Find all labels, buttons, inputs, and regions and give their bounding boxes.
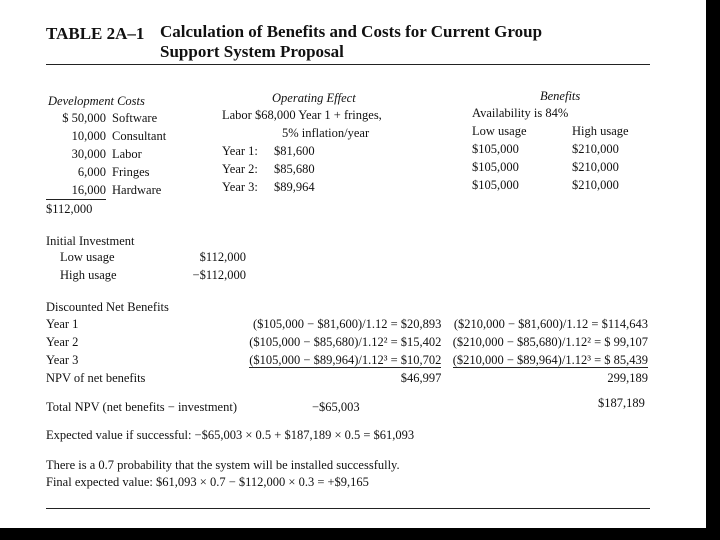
cost-total: $112,000	[46, 202, 93, 216]
investment-label: Low usage	[60, 250, 115, 264]
cost-amount: 30,000	[71, 147, 106, 161]
operating-effect-line-2: 5% inflation/year	[282, 126, 370, 140]
discount-year-label: Year 1	[46, 317, 79, 331]
discount-high-formula: ($210,000 − $85,680)/1.12² = $ 99,107	[452, 335, 648, 349]
title-line-1: Calculation of Benefits and Costs for Current Group	[160, 22, 543, 41]
scan-border-bottom	[0, 528, 720, 540]
year-label: Year 2:	[222, 162, 258, 176]
investment-label: High usage	[60, 268, 117, 282]
table-row	[472, 176, 629, 194]
discount-low-formula-text: ($105,000 − $89,964)/1.12³ = $10,702	[249, 353, 442, 367]
cost-label: Labor	[112, 147, 142, 161]
table-title	[160, 22, 542, 62]
cost-amount: 6,000	[77, 165, 106, 179]
operating-effect-heading: Operating Effect	[272, 91, 356, 105]
final-expected-line: Final expected value: $61,093 × 0.7 − $112,000 × 0.3 = +$9,165	[46, 475, 369, 489]
benefits-availability: Availability is 84%	[472, 106, 569, 120]
table-row	[472, 140, 629, 158]
list-item	[46, 127, 166, 145]
initial-investment-list	[60, 248, 246, 284]
year-value: $85,680	[274, 162, 315, 176]
total-npv-high: $187,189	[598, 396, 645, 410]
list-item	[46, 163, 166, 181]
table-row	[378, 315, 648, 333]
table-label: TABLE 2A–1	[46, 24, 145, 43]
benefit-high: $210,000	[572, 178, 619, 192]
cost-label: Consultant	[112, 129, 167, 143]
cost-label: Hardware	[112, 183, 162, 198]
list-item	[46, 181, 166, 200]
expected-value-line: Expected value if successful: −$65,003 × 0.5 + $187,189 × 0.5 = $61,093	[46, 428, 415, 442]
total-npv-label: Total NPV (net benefits − investment)	[46, 400, 237, 414]
investment-value: −$112,000	[192, 268, 246, 282]
table-row	[378, 351, 648, 369]
npv-label: NPV of net benefits	[46, 371, 146, 385]
operating-years	[222, 142, 315, 196]
initial-investment-heading: Initial Investment	[46, 234, 135, 248]
cost-label: Fringes	[112, 165, 150, 179]
benefit-high: $210,000	[572, 160, 619, 174]
table-row	[60, 248, 246, 266]
table-row	[60, 266, 246, 284]
table-row	[222, 142, 315, 160]
discount-high-formula: ($210,000 − $81,600)/1.12 = $114,643	[453, 317, 648, 331]
top-rule	[46, 64, 650, 65]
year-label: Year 1:	[222, 144, 258, 158]
discount-low-formula: ($105,000 − $85,680)/1.12² = $15,402	[249, 335, 442, 349]
discounted-high-table	[378, 315, 648, 387]
benefit-low: $105,000	[472, 142, 519, 156]
operating-effect-line-1: Labor $68,000 Year 1 + fringes,	[222, 108, 382, 122]
table-row	[222, 160, 315, 178]
discounted-heading: Discounted Net Benefits	[46, 300, 169, 314]
cost-amount: 10,000	[71, 129, 106, 143]
discount-year-label: Year 2	[46, 335, 79, 349]
npv-high: 299,189	[607, 371, 648, 385]
discount-high-formula-text: ($210,000 − $89,964)/1.12³ = $ 85,439	[452, 353, 648, 367]
list-item	[46, 109, 166, 127]
development-costs-list	[46, 109, 166, 218]
investment-value: $112,000	[199, 250, 246, 264]
benefits-heading: Benefits	[540, 89, 581, 103]
cost-amount: $ 50,000	[62, 111, 106, 125]
cost-amount: 16,000	[46, 181, 106, 200]
year-label: Year 3:	[222, 180, 258, 194]
year-value: $89,964	[274, 180, 315, 194]
benefit-low: $105,000	[472, 178, 519, 192]
discount-year-label: Year 3	[46, 353, 79, 367]
cost-label: Software	[112, 111, 158, 125]
discount-high-formula	[378, 351, 648, 369]
table-row	[222, 178, 315, 196]
table-header-row	[472, 122, 629, 140]
list-item	[46, 145, 166, 163]
scan-border-right	[706, 0, 720, 540]
low-usage-header: Low usage	[472, 124, 527, 138]
benefits-table	[472, 122, 629, 194]
list-item	[46, 200, 166, 219]
table-row	[378, 333, 648, 351]
bottom-rule	[46, 508, 650, 509]
table-row	[472, 158, 629, 176]
high-usage-header: High usage	[572, 124, 629, 138]
development-costs-heading: Development Costs	[48, 94, 145, 108]
table-row	[378, 369, 648, 387]
discount-low-formula: ($105,000 − $81,600)/1.12 = $20,893	[253, 317, 442, 331]
probability-line: There is a 0.7 probability that the system will be installed successfully.	[46, 458, 400, 472]
title-line-2: Support System Proposal	[160, 42, 344, 61]
npv-low: $46,997	[400, 371, 442, 385]
total-npv-low: −$65,003	[312, 400, 360, 414]
benefit-low: $105,000	[472, 160, 519, 174]
year-value: $81,600	[274, 144, 315, 158]
benefit-high: $210,000	[572, 142, 619, 156]
